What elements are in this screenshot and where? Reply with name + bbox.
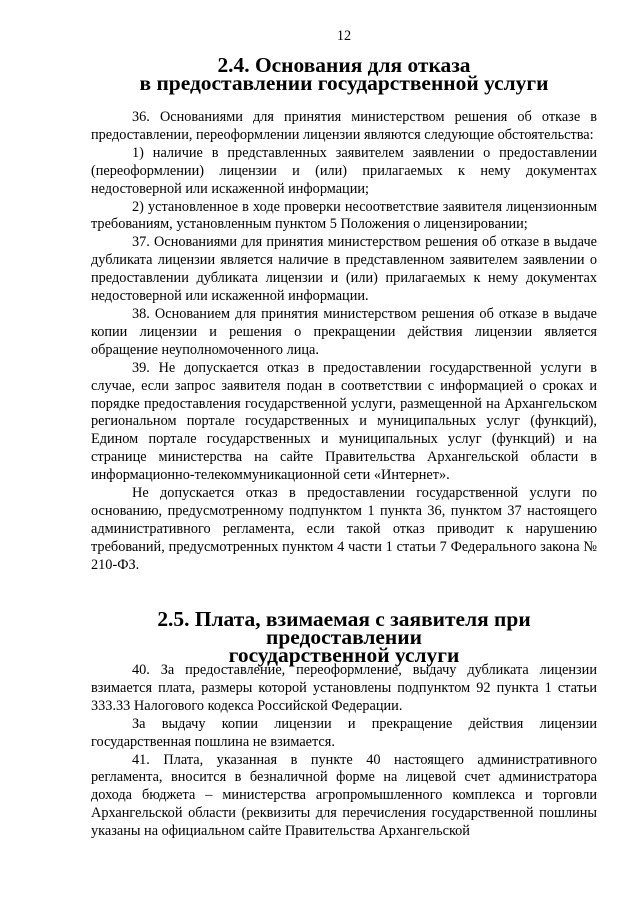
section-2-5-body <box>91 662 597 841</box>
paragraph-36-item-2: 2) установленное в ходе проверки несоответствие заявителя лицензионным требованиям, установленным пунктом 5 Положения о лицензировании; <box>91 198 597 233</box>
section-2-5-heading <box>91 607 597 667</box>
paragraph-36-item-1: 1) наличие в представленных заявителем заявлении о предоставлении (переоформлении) лицензии и (или) прилагаемых к нему документах недостоверной или искаженной информации; <box>91 144 597 197</box>
paragraph-40: 40. За предоставление, переоформление, выдачу дубликата лицензии взимается плата, размеры которой установлены подпунктом 92 пункта 1 статьи 333.33 Налогового кодекса Российской Федерации. <box>91 662 597 714</box>
paragraph-41: 41. Плата, указанная в пункте 40 настоящего административного регламента, вносится в безналичной форме на лицевой счет администратора дохода бюджета – министерства агропромышленного комплекса и торговли Архангельской области (реквизиты для перечисления государственной пошлины указаны на официальном сайте Правительства Архангельской <box>91 751 597 840</box>
paragraph-38: 38. Основанием для принятия министерством решения об отказе в выдаче копии лицензии и решения о прекращении действия лицензии является обращение неуполномоченного лица. <box>91 305 597 358</box>
paragraph-36: 36. Основаниями для принятия министерством решения об отказе в предоставлении, переоформлении лицензии являются следующие обстоятельства: <box>91 109 597 143</box>
paragraph-39-continued: Не допускается отказ в предоставлении государственной услуги по основанию, предусмотренному подпунктом 1 пункта 36, пунктом 37 настоящего административного регламента, если такой отказ приводит к нарушению требований, предусмотренных пунктом 4 части 1 статьи 7 Федерального закона № 210-ФЗ. <box>91 485 597 573</box>
section-2-5-heading-line1: 2.5. Плата, взимаемая с заявителя при предоставлении <box>157 607 531 649</box>
page-number: 12 <box>336 28 352 44</box>
section-2-5-heading-line2: государственной услуги <box>228 642 460 667</box>
paragraph-39: 39. Не допускается отказ в предоставлении государственной услуги в случае, если запрос заявителя подан в соответствии с информацией о сроках и порядке предоставления государственной услуги, размещенной на Архангельском региональном портале государственных и муниципальных услуг (функций), Едином портале государственных и муниципальных услуг (функций) и на странице министерства на сайте Правительства Архангельской области в информационно-телекоммуникационной сети «Интернет». <box>91 359 597 484</box>
paragraph-40-continued: За выдачу копии лицензии и прекращение действия лицензии государственная пошлина не взимается. <box>91 715 597 750</box>
section-2-4-heading-line2: в предоставлении государственной услуги <box>139 70 549 95</box>
section-2-4-heading-line1: 2.4. Основания для отказа <box>217 53 471 77</box>
section-2-4-body <box>91 109 597 575</box>
section-2-4-heading <box>91 53 597 95</box>
paragraph-37: 37. Основаниями для принятия министерством решения об отказе в выдаче дубликата лицензии является наличие в представленном заявителем заявлении о предоставлении дубликата лицензии и (или) прилагаемых к нему документах недостоверной или искаженной информации. <box>91 234 597 305</box>
